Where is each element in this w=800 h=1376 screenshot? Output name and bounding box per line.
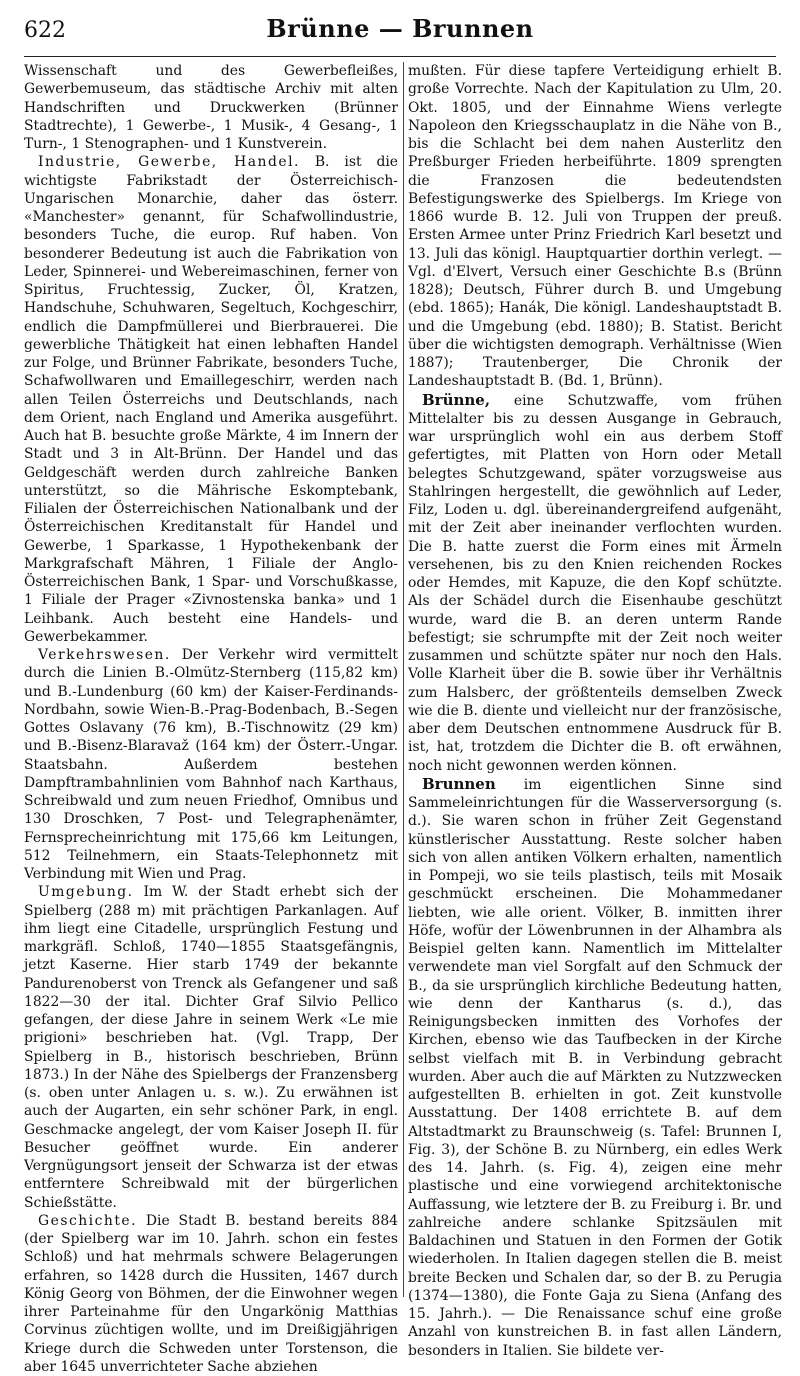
paragraph-institutions — [24, 62, 398, 153]
section-label: Verkehrswesen. — [38, 647, 171, 663]
paragraph-history-continued — [408, 62, 782, 391]
section-label: Umgebung. — [38, 884, 134, 901]
paragraph-history — [24, 1212, 398, 1376]
section-label: Industrie, Gewerbe, Handel. — [38, 154, 300, 171]
paragraph-text: Der Verkehr wird vermittelt durch die Linien B.-Olmütz-Sternberg (115,82 km) und B.-Lundenburg (60 km) der Kaiser-Ferdinands-Nordbahn, sowie Wien-B.-Prag-Bodenbach, B.-Segen Gottes Oslavany (76 km), B.-Tischnowitz (29 km) und B.-Bisenz-Blaravaž (164 km) der Österr.-Ungar. Staatsbahn. Außerdem bestehen Dampftrambahnlinien vom Bahnhof nach Karthaus, Schreibwald und zum neuen Friedhof, Omnibus und 130 Droschken, 7 Post- und Telegraphenämter, Fernsprecheinrichtung mit 175,66 km Leitungen, 512 Teilnehmern, ein Staats-Telephonnetz mit Verbindung mit Wien und Prag. — [24, 647, 398, 882]
paragraph-surroundings — [24, 883, 398, 1212]
paragraph-text: Wissenschaft und des Gewerbefleißes, Gewerbemuseum, das städtische Archiv mit alten Handschriften und Druckwerken (Brünner Stadtrechte), 1 Gewerbe-, 1 Musik-, 4 Gesang-, 1 Turn-, 1 Stenographen- und 1 Kunstverein. — [24, 63, 398, 152]
entry-text: im eigentlichen Sinne sind Sammeleinrichtungen für die Wasserversorgung (s. d.). Sie waren schon in früher Zeit Gegenstand künstlerischer Ausstattung. Reste solcher haben sich von allen antiken Völkern erhalten, namentlich in Pompeji, wo sie teils plastisch, teils mit Mosaik geschmückt erscheinen. Die Mohammedaner liebten, wie alle orient. Völker, B. inmitten ihrer Höfe, wofür der Löwenbrunnen in der Alhambra als Beispiel gelten kann. Namentlich im Mittelalter verwendete man viel Sorgfalt auf den Schmuck der B., da sie ursprünglich kirchliche Bedeutung hatten, wie denn der Kantharus (s. d.), das Reinigungsbecken inmitten des Vorhofes der Kirchen, ebenso wie das Taufbecken in der Kirche selbst vielfach mit B. in Verbindung gebracht wurden. Aber auch die auf Märkten zu Nutzzwecken aufgestellten B. erhielten in got. Zeit kunstvolle Ausstattung. Der 1408 errichtete B. auf dem Altstadtmarkt zu Braunschweig (s. Tafel: Brunnen I, Fig. 3), der Schöne B. zu Nürnberg, ein edles Werk des 14. Jahrh. (s. Fig. 4), zeigen eine mehr plastische und eine vorwiegend architektonische Auffassung, wie letztere der B. zu Freiburg i. Br. und zahlreiche andere schlanke Spitzsäulen mit Baldachinen und Statuen in den Formen der Gotik wiederholen. In Italien dagegen stellen die B. meist breite Becken und Schalen dar, so der B. zu Perugia (1374—1380), die Fonte Gaja zu Siena (Anfang des 15. Jahrh.). — Die Renaissance schuf eine große Anzahl von kunstreichen B. in fast allen Ländern, besonders in Italien. Sie bildete ver- — [408, 776, 782, 1359]
paragraph-text: B. ist die wichtigste Fabrikstadt der Österreichisch-Ungarischen Monarchie, daher das österr. «Manchester» genannt, für Schafwollindustrie, besonders Tuche, die europ. Ruf haben. Von besonderer Bedeutung ist auch die Fabrikation von Leder, Spinnerei- und Webereimaschinen, ferner von Spiritus, Fruchtessig, Zucker, Öl, Kratzen, Handschuhe, Schuhwaren, Segeltuch, Kochgeschirr, endlich die Dampfmüllerei und Bierbrauerei. Die gewerbliche Thätigkeit hat einen lebhaften Handel zur Folge, und Brünner Fabrikate, besonders Tuche, Schafwollwaren und Emaillegeschirr, werden nach allen Teilen Österreichs und Deutschlands, nach dem Orient, nach England und Amerika ausgeführt. Auch hat B. besuchte große Märkte, 4 im Innern der Stadt und 3 in Alt-Brünn. Der Handel und das Geldgeschäft werden durch zahlreiche Banken unterstützt, so die Mährische Eskomptebank, Filialen der Österreichischen Nationalbank und der Österreichischen Kreditanstalt für Handel und Gewerbe, 1 Sparkasse, 1 Hypothekenbank der Markgrafschaft Mähren, 1 Filiale der Anglo-Österreichischen Bank, 1 Spar- und Vorschußkasse, 1 Filiale der Prager «Zivnostenska banka» und 1 Leihbank. Auch besteht eine Handels- und Gewerbekammer. — [24, 154, 398, 645]
entry-bruenne — [408, 391, 782, 775]
paragraph-traffic — [24, 646, 398, 883]
right-column — [408, 62, 782, 1359]
section-label: Geschichte. — [38, 1212, 138, 1229]
entry-headword: Brünne, — [422, 390, 491, 409]
entry-brunnen — [408, 775, 782, 1360]
page-number: 622 — [24, 18, 66, 43]
running-head: Brünne — Brunnen — [266, 14, 534, 43]
paragraph-text: mußten. Für diese tapfere Verteidigung erhielt B. große Vorrechte. Nach der Kapitulation zu Ulm, 20. Okt. 1805, und der Einnahme Wiens verlegte Napoleon den Kriegsschauplatz in die Nähe von B., bis die Schlacht bei dem nahen Austerlitz den Preßburger Frieden herbeiführte. 1809 sprengten die Franzosen die bedeutendsten Befestigungswerke des Spielbergs. Im Kriege von 1866 wurde B. 12. Juli von Truppen der preuß. Ersten Armee unter Prinz Friedrich Karl besetzt und 13. Juli das königl. Hauptquartier dorthin verlegt. — Vgl. d'Elvert, Versuch einer Geschichte B.s (Brünn 1828); Deutsch, Führer durch B. und Umgebung (ebd. 1865); Hanák, Die königl. Landeshauptstadt B. und die Umgebung (ebd. 1880); B. Statist. Bericht über die wichtigsten demograph. Verhältnisse (Wien 1887); Trautenberger, Die Chronik der Landeshauptstadt B. (Bd. 1, Brünn). — [408, 63, 782, 390]
paragraph-text: Die Stadt B. bestand bereits 884 (der Spielberg war im 10. Jahrh. schon ein festes Schloß) und hat mehrmals schwere Belagerungen erfahren, so 1428 durch die Hussiten, 1467 durch König Georg von Böhmen, der die Einwohner wegen ihrer Parteinahme für den Ungarkönig Matthias Corvinus züchtigen wollte, und im Dreißigjährigen Kriege durch die Schweden unter Torstenson, die aber 1645 unverrichteter Sache abziehen — [24, 1212, 398, 1375]
entry-headword: Brunnen — [422, 774, 496, 793]
paragraph-industry — [24, 153, 398, 646]
page-header — [24, 14, 776, 54]
header-rule — [24, 56, 776, 57]
paragraph-text: Im W. der Stadt erhebt sich der Spielberg (288 m) mit prächtigen Parkanlagen. Auf ihm liegt eine Citadelle, ursprünglich Festung und markgräfl. Schloß, 1740—1855 Staatsgefängnis, jetzt Kaserne. Hier starb 1749 der bekannte Pandurenoberst von Trenck als Gefangener und saß 1822—30 der ital. Dichter Graf Silvio Pellico gefangen, der diese Jahre in seinem Werk «Le mie prigioni» beschrieben hat. (Vgl. Trapp, Der Spielberg in B., historisch beschrieben, Brünn 1873.) In der Nähe des Spielbergs der Franzensberg (s. oben unter Anlagen u. s. w.). Zu erwähnen ist auch der Augarten, ein sehr schöner Park, in engl. Geschmacke angelegt, der vom Kaiser Joseph II. für Besucher geöffnet wurde. Ein anderer Vergnügungsort jenseit der Schwarza ist der etwas entferntere Schreibwald mit der bürgerlichen Schießstätte. — [24, 884, 398, 1211]
column-divider — [403, 62, 404, 1297]
left-column — [24, 62, 398, 1375]
entry-text: eine Schutzwaffe, vom frühen Mittelalter bis zu dessen Ausgange in Gebrauch, war ursprünglich wohl ein aus derbem Stoff gefertigtes, mit Platten von Horn oder Metall belegtes Schutzgewand, später vorzugsweise aus Stahlringen hergestellt, die gewöhnlich auf Leder, Filz, Loden u. dgl. übereinandergreifend aufgenäht, mit der Zeit aber ineinander verflochten wurden. Die B. hatte zuerst die Form eines mit Ärmeln versehenen, bis zu den Knien reichenden Rockes oder Hemdes, mit Kapuze, die den Kopf schützte. Als der Schädel durch die Eisenhaube geschützt wurde, ward die B. an deren unterm Rande befestigt; sie schrumpfte mit der Zeit noch weiter zusammen und schützte später nur noch den Hals. Volle Klarheit über die B. sowie über ihr Verhältnis zum Halsberc, der größtenteils demselben Zweck wie die B. diente und vielleicht nur der französische, aber dem Deutschen entnommene Ausdruck für B. ist, hat, trotzdem die Dichter die B. oft erwähnen, noch nicht gewonnen werden können. — [408, 392, 782, 774]
